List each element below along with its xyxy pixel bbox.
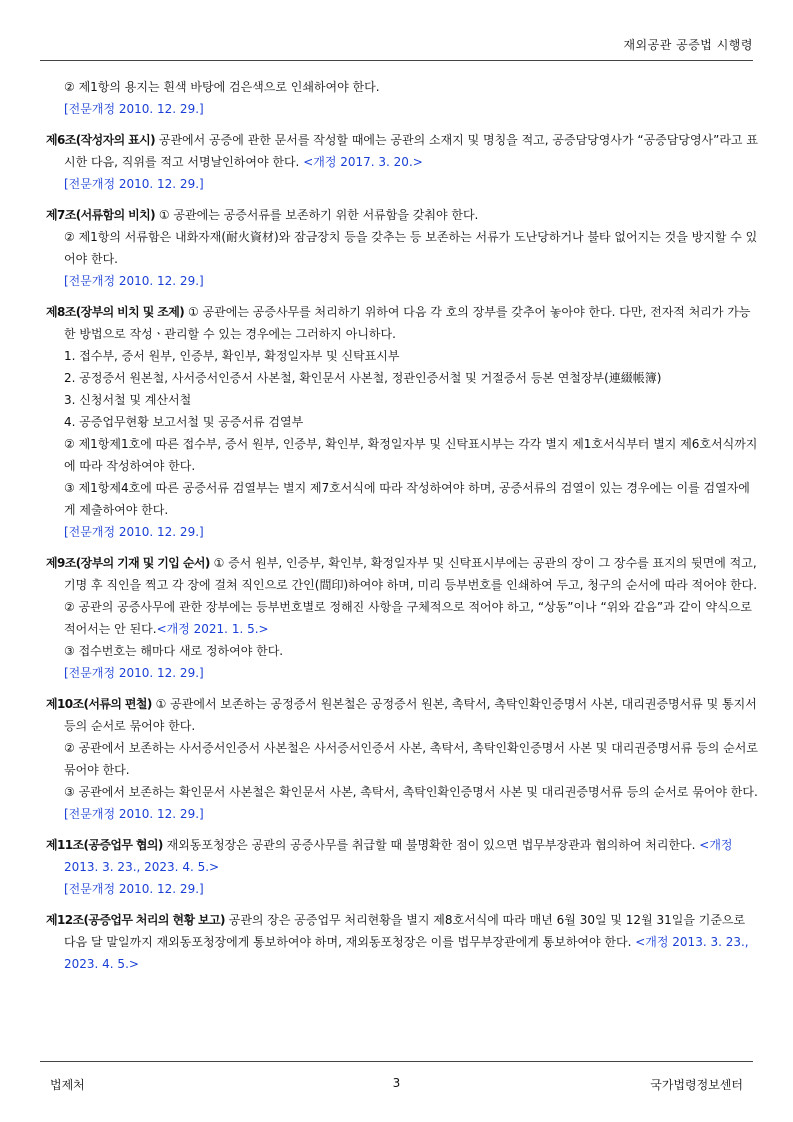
article: [46, 552, 758, 684]
article-body: ① 공관에는 공증서류를 보존하기 위한 서류함을 갖춰야 한다.: [155, 208, 479, 222]
revision-note: [전문개정 2010. 12. 29.]: [64, 666, 204, 680]
amendment-note: <개정 2013. 3. 23., 2023. 4. 5.>: [64, 935, 749, 971]
article-body: ① 공관에서 보존하는 공정증서 원본철은 공정증서 원본, 촉탁서, 촉탁인확인증명서 사본, 대리권증명서류 및 통지서 등의 순서로 묶어야 한다.: [64, 697, 757, 733]
article-title: 제11조(공증업무 협의): [46, 838, 163, 852]
line-text: ② 제1항의 용지는 흰색 바탕에 검은색으로 인쇄하여야 한다.: [64, 80, 380, 94]
revision-note: [전문개정 2010. 12. 29.]: [64, 274, 204, 288]
article-line: [46, 477, 758, 521]
article-body: 재외동포청장은 공관의 공증사무를 취급할 때 불명확한 점이 있으면 법무부장관과 협의하여 처리한다.: [162, 838, 700, 852]
amendment-note: <개정 2021. 1. 5.>: [156, 622, 269, 636]
article-title: 제6조(작성자의 표시): [46, 133, 156, 147]
article-body: 공관에서 공증에 관한 문서를 작성할 때에는 공관의 소재지 및 명칭을 적고, 공증담당영사가 “공증담당영사”라고 표시한 다음, 직위를 적고 서명날인하여야 한다.: [64, 133, 758, 169]
article-heading: [46, 204, 758, 226]
article-heading: [46, 834, 758, 878]
amendment-note: <개정 2017. 3. 20.>: [303, 155, 423, 169]
revision-note: [전문개정 2010. 12. 29.]: [64, 525, 204, 539]
line-text: ③ 제1항제4호에 따른 공증서류 검열부는 별지 제7호서식에 따라 작성하여야 하며, 공증서류의 검열이 있는 경우에는 이를 검열자에게 제출하여야 한다.: [64, 481, 750, 517]
article-line: [46, 433, 758, 477]
footer-source: 국가법령정보센터: [650, 1078, 743, 1092]
line-text: ② 제1항의 서류함은 내화자재(耐火資材)와 잠금장치 등을 갖추는 등 보존하는 서류가 도난당하거나 불타 없어지는 것을 방지할 수 있어야 한다.: [64, 230, 758, 266]
article-heading: [46, 129, 758, 173]
line-text: 3. 신청서철 및 계산서철: [64, 393, 192, 407]
line-text: ② 공관의 공증사무에 관한 장부에는 등부번호별로 정해진 사항을 구체적으로 적어야 하고, “상동”이나 “위와 같음”과 같이 약식으로 적어서는 안 된다.: [64, 600, 752, 636]
article-line: [46, 781, 758, 803]
article: [46, 129, 758, 195]
footer-publisher: 법제처: [50, 1078, 85, 1092]
footer-page-number: 3: [392, 1076, 401, 1090]
article-title: 제7조(서류함의 비치): [46, 208, 156, 222]
line-text: ③ 공관에서 보존하는 확인문서 사본철은 확인문서 사본, 촉탁서, 촉탁인확인증명서 사본 및 대리권증명서류 등의 순서로 묶어야 한다.: [64, 785, 758, 799]
article-body: 공관의 장은 공증업무 처리현황을 별지 제8호서식에 따라 매년 6월 30일 및 12월 31일을 기준으로 다음 달 말일까지 재외동포청장에게 통보하여야 하며, 재외동포청장은 이를 법무부장관에게 통보하여야 한다.: [64, 913, 746, 949]
revision-note: [전문개정 2010. 12. 29.]: [64, 882, 204, 896]
article: [46, 693, 758, 825]
line-text: 1. 접수부, 증서 원부, 인증부, 확인부, 확정일자부 및 신탁표시부: [64, 349, 400, 363]
article-heading: [46, 301, 758, 345]
line-text: ② 제1항제1호에 따른 접수부, 증서 원부, 인증부, 확인부, 확정일자부 및 신탁표시부는 각각 별지 제1호서식부터 별지 제6호서식까지에 따라 작성하여야 한다.: [64, 437, 758, 473]
article: [46, 76, 758, 120]
line-text: 2. 공정증서 원본철, 사서증서인증서 사본철, 확인문서 사본철, 정관인증서철 및 거절증서 등본 연철장부(連綴帳簿): [64, 371, 662, 385]
article-line: [46, 367, 758, 389]
article-title: 제8조(장부의 비치 및 조제): [46, 305, 185, 319]
article-line: [46, 640, 758, 662]
article-heading: [46, 909, 758, 975]
line-text: ② 공관에서 보존하는 사서증서인증서 사본철은 사서증서인증서 사본, 촉탁서, 촉탁인확인증명서 사본 및 대리권증명서류 등의 순서로 묶어야 한다.: [64, 741, 758, 777]
article-line: [46, 411, 758, 433]
article: [46, 834, 758, 900]
line-text: 4. 공증업무현황 보고서철 및 공증서류 검열부: [64, 415, 304, 429]
page-footer: [40, 1061, 753, 1092]
article-heading: [46, 693, 758, 737]
revision-note: [전문개정 2010. 12. 29.]: [64, 177, 204, 191]
article-title: 제12조(공증업무 처리의 현황 보고): [46, 913, 225, 927]
article-title: 제9조(장부의 기재 및 기입 순서): [46, 556, 210, 570]
revision-note: [전문개정 2010. 12. 29.]: [64, 102, 204, 116]
article-line: [46, 737, 758, 781]
revision-note: [전문개정 2010. 12. 29.]: [64, 807, 204, 821]
article-line: [46, 76, 758, 98]
article: [46, 909, 758, 975]
article: [46, 301, 758, 543]
article-line: [46, 596, 758, 640]
article-body: ① 증서 원부, 인증부, 확인부, 확정일자부 및 신탁표시부에는 공관의 장이 그 장수를 표지의 뒷면에 적고, 기명 후 직인을 찍고 각 장에 걸쳐 직인으로 간인(間印)하여야 하며, 미리 등부번호를 인쇄하여 두고, 청구의 순서에 따라 적어야 한다.: [64, 556, 758, 592]
article-heading: [46, 552, 758, 596]
header-title: 재외공관 공증법 시행령: [623, 38, 753, 52]
line-text: ③ 접수번호는 해마다 새로 정하여야 한다.: [64, 644, 284, 658]
article-line: [46, 226, 758, 270]
page-header: [40, 36, 753, 61]
article-line: [46, 389, 758, 411]
document-body: [46, 76, 758, 984]
article-line: [46, 345, 758, 367]
article: [46, 204, 758, 292]
article-title: 제10조(서류의 편철): [46, 697, 152, 711]
article-body: ① 공관에는 공증사무를 처리하기 위하여 다음 각 호의 장부를 갖추어 놓아야 한다. 다만, 전자적 처리가 가능한 방법으로 작성ㆍ관리할 수 있는 경우에는 그러하지 아니하다.: [64, 305, 751, 341]
amendment-note: <개정 2013. 3. 23., 2023. 4. 5.>: [64, 838, 733, 874]
